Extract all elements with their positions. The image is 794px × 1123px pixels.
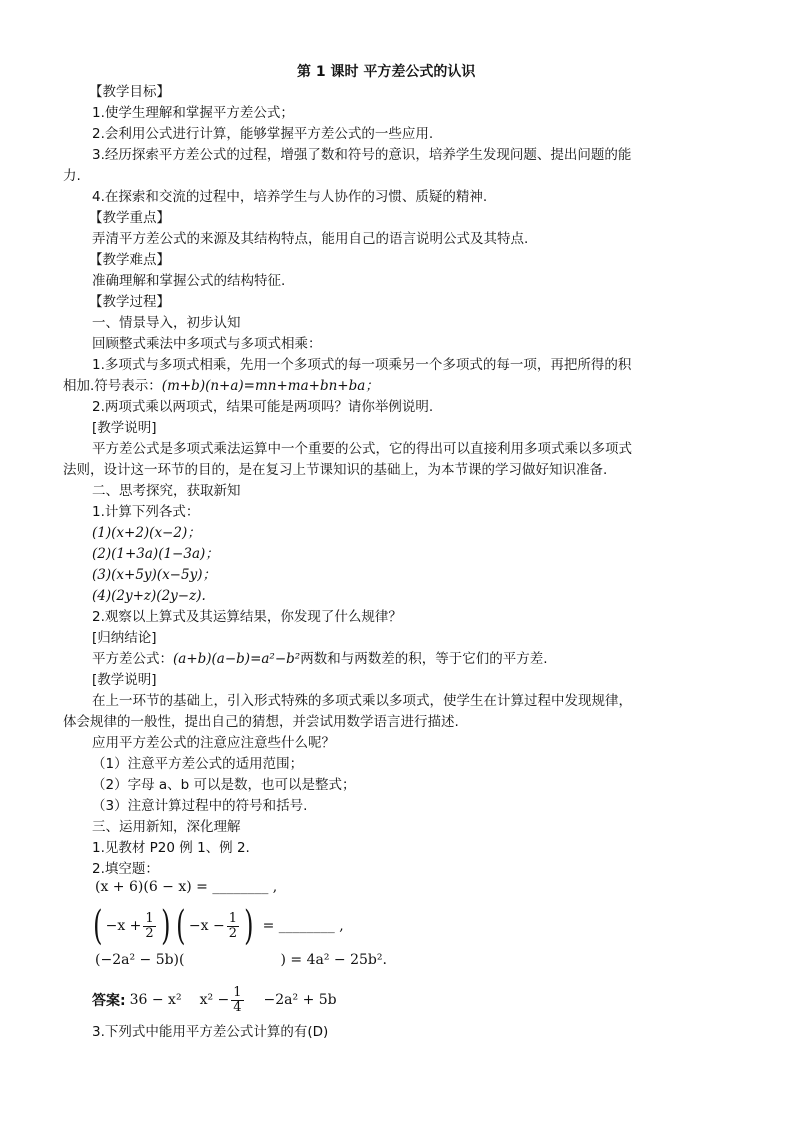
- part-3-heading: 三、运用新知，深化理解: [92, 819, 241, 835]
- section-heading-difficulty: 【教学难点】: [89, 252, 170, 268]
- part-3-question-3: 3.下列式中能用平方差公式计算的有(D): [92, 1024, 329, 1040]
- attention-item-1: （1）注意平方差公式的适用范围；: [92, 756, 304, 772]
- teaching-note-1-heading: [教学说明]: [92, 420, 157, 436]
- difficulty-text: 准确理解和掌握公式的结构特征.: [92, 273, 286, 289]
- part-1-heading: 一、情景导入，初步认知: [92, 315, 241, 331]
- right-paren: ): [244, 903, 254, 949]
- fill-2-equals: = ________ ,: [262, 918, 344, 934]
- page-title: 第 1 课时 平方差公式的认识: [297, 64, 476, 80]
- part-3-fill-heading: 2.填空题：: [92, 861, 159, 877]
- attention-item-2: （2）字母 a、b 可以是数，也可以是整式；: [92, 777, 356, 793]
- section-heading-goals: 【教学目标】: [89, 84, 170, 100]
- goal-item-4: 4.在探索和交流的过程中，培养学生与人协作的习惯、质疑的精神.: [92, 189, 488, 205]
- fill-blank-3: [95, 950, 387, 970]
- calc-item-1: (1)(x+2)(x−2)；: [92, 525, 201, 541]
- part-2-task: 1.计算下列各式：: [92, 504, 200, 520]
- attention-question: 应用平方差公式的注意应注意些什么呢？: [92, 735, 335, 751]
- section-heading-process: 【教学过程】: [89, 294, 170, 310]
- part-3-textbook-ref: 1.见教材 P20 例 1、例 2.: [92, 840, 250, 856]
- part-1-symbol-line: [63, 376, 379, 396]
- answer-3: −2a² + 5b: [263, 992, 337, 1008]
- formula-expression: (a+b)(a−b)=a²−b²: [173, 651, 301, 667]
- formula-line: [92, 649, 548, 669]
- answer-1: 36 − x²: [129, 992, 182, 1008]
- left-paren: (: [93, 903, 103, 949]
- goal-item-3-cont: 力.: [63, 168, 81, 184]
- goal-item-3: 3.经历探索平方差公式的过程，增强了数和符号的意识，培养学生发现问题、提出问题的能: [92, 147, 632, 163]
- calc-item-4: (4)(2y+z)(2y−z).: [92, 588, 206, 604]
- goal-item-1: 1.使学生理解和掌握平方差公式；: [92, 105, 294, 121]
- fraction-quarter: $\frac{1}{4}$: [233, 984, 242, 1015]
- teaching-note-1-line-2: 法则，设计这一环节的目的，是在复习上节课知识的基础上，为本节课的学习做好知识准备.: [63, 462, 608, 478]
- part-1-question: 2.两项式乘以两项式，结果可能是两项吗？请你举例说明.: [92, 399, 434, 415]
- fill-2-term-a: −x +: [105, 918, 142, 934]
- conclusion-heading: [归纳结论]: [92, 630, 157, 646]
- calc-item-3: (3)(x+5y)(x−5y)；: [92, 567, 216, 583]
- goal-item-2: 2.会利用公式进行计算，能够掌握平方差公式的一些应用.: [92, 126, 434, 142]
- fraction-half-a: $\frac{1}{2}$: [145, 910, 154, 941]
- answer-line: [92, 980, 337, 1020]
- fraction-half-b: $\frac{1}{2}$: [228, 910, 238, 941]
- symbol-expression: (m+b)(n+a)=mn+ma+bn+ba；: [161, 378, 379, 394]
- fill-3-right: ) = 4a² − 25b².: [280, 952, 387, 968]
- formula-label: 平方差公式：: [92, 651, 173, 667]
- attention-item-3: （3）注意计算过程中的符号和括号.: [92, 798, 308, 814]
- teaching-note-2-heading: [教学说明]: [92, 672, 157, 688]
- fill-2-term-b: −x −: [188, 918, 225, 934]
- part-2-heading: 二、思考探究，获取新知: [92, 483, 241, 499]
- part-1-rule: 1.多项式与多项式相乘，先用一个多项式的每一项乘另一个多项式的每一项，再把所得的积: [92, 357, 632, 373]
- section-heading-key: 【教学重点】: [89, 210, 170, 226]
- part-2-question: 2.观察以上算式及其运算结果，你发现了什么规律？: [92, 609, 402, 625]
- answer-2: x² −: [199, 992, 230, 1008]
- calc-item-2: (2)(1+3a)(1−3a)；: [92, 546, 219, 562]
- teaching-note-2-line-2: 体会规律的一般性，提出自己的猜想，并尝试用数学语言进行描述.: [63, 714, 459, 730]
- fill-3-left: (−2a² − 5b)(: [95, 952, 185, 968]
- fill-blank-2: [90, 903, 344, 949]
- teaching-note-1-line-1: 平方差公式是多项式乘法运算中一个重要的公式，它的得出可以直接利用多项式乘以多项式: [92, 441, 632, 457]
- key-point-text: 弄清平方差公式的来源及其结构特点，能用自己的语言说明公式及其特点.: [92, 231, 529, 247]
- formula-description: 两数和与两数差的积，等于它们的平方差.: [300, 651, 548, 667]
- symbol-label: 相加.符号表示：: [63, 378, 162, 394]
- fill-blank-1: (x + 6)(6 − x) = ________ ,: [95, 879, 278, 895]
- teaching-note-2-line-1: 在上一环节的基础上，引入形式特殊的多项式乘以多项式，使学生在计算过程中发现规律，: [92, 693, 632, 709]
- answer-label: 答案:: [92, 993, 126, 1009]
- part-1-review: 回顾整式乘法中多项式与多项式相乘：: [92, 336, 322, 352]
- right-paren: ): [160, 903, 171, 949]
- left-paren: (: [176, 903, 186, 949]
